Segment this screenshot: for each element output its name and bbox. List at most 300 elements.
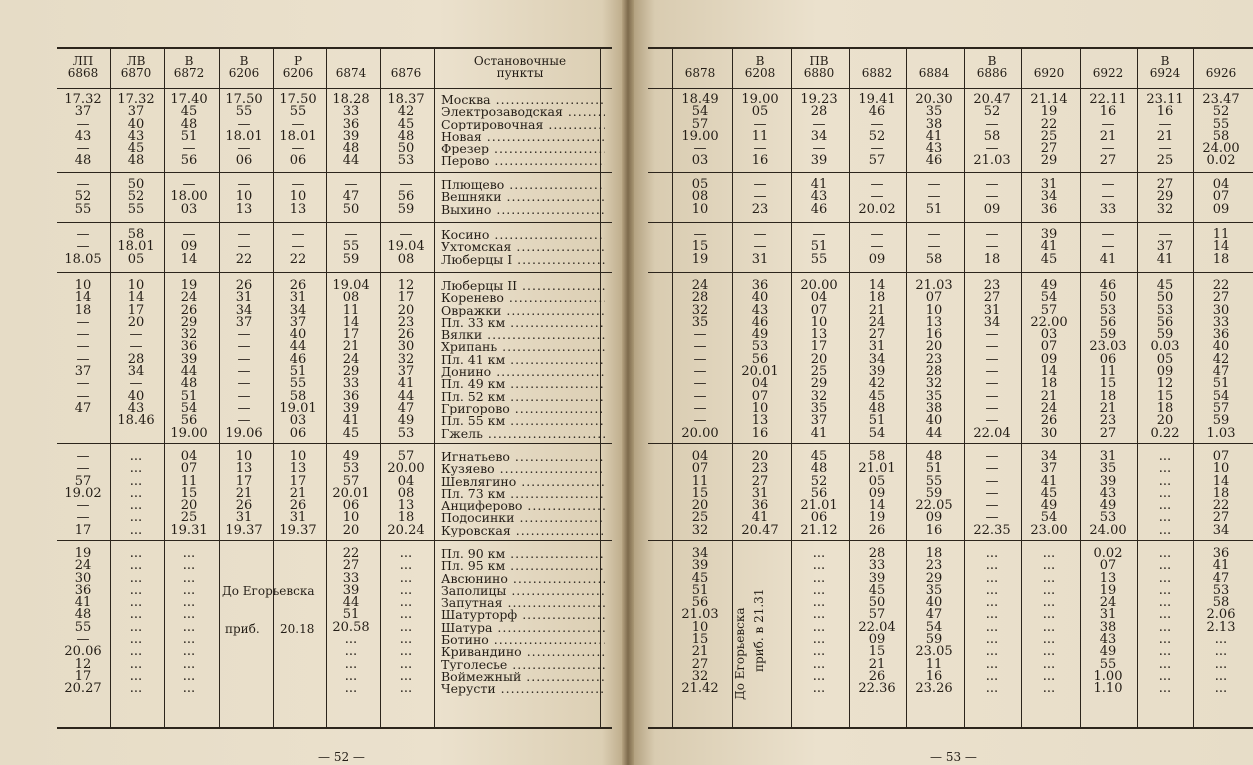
time-cell: —	[870, 177, 884, 192]
time-cell: 10	[235, 189, 253, 205]
time-cell: 21.01	[858, 461, 896, 477]
time-block	[674, 94, 726, 168]
time-cell: 56	[397, 189, 415, 205]
time-block	[110, 548, 162, 696]
time-block	[793, 229, 845, 266]
time-cell: ...	[399, 656, 413, 672]
time-cell: 25	[691, 510, 709, 526]
time-cell: 49	[342, 449, 360, 464]
stop-name: Фрезер .....	[441, 143, 605, 155]
time-cell: 20.00	[387, 461, 425, 477]
stop-name: Григорово .....	[441, 403, 605, 415]
time-cell: 23.47	[1202, 92, 1240, 107]
time-cell: 26	[289, 278, 307, 293]
time-cell: 20.01	[741, 364, 779, 380]
time-cell: 36	[751, 278, 769, 293]
time-block	[674, 280, 726, 440]
time-cell: 10	[925, 302, 943, 318]
time-cell: —	[753, 177, 767, 192]
time-cell: 18.49	[681, 92, 719, 107]
time-cell: 10	[127, 278, 145, 293]
time-cell: ...	[1042, 558, 1056, 574]
section-rule	[648, 172, 1253, 173]
time-cell: 09	[1156, 364, 1174, 380]
stop-name: Пл. 55 км .....	[441, 415, 605, 427]
time-cell: 52	[74, 189, 92, 205]
time-cell: 54	[180, 400, 198, 416]
time-cell: ...	[1042, 632, 1056, 648]
time-cell: 29	[1040, 153, 1058, 169]
time-cell: 07	[751, 388, 769, 404]
time-cell: ...	[129, 681, 143, 697]
time-cell: 24.00	[1089, 522, 1127, 538]
time-cell: —	[237, 177, 251, 192]
time-cell: 20	[810, 351, 828, 367]
time-cell: 58	[1212, 595, 1230, 611]
stop-name: Туголесье .....	[441, 659, 605, 671]
train-number: 6884	[918, 66, 950, 80]
time-cell: 41	[1040, 473, 1058, 489]
time-cell: 31	[235, 510, 253, 526]
time-cell: ...	[812, 607, 826, 623]
train-category: В	[987, 54, 997, 68]
time-cell: 54	[1212, 388, 1230, 404]
time-cell: 22.04	[858, 619, 896, 635]
time-cell: 19	[74, 546, 92, 561]
time-cell: 22	[1040, 116, 1058, 132]
time-cell: 18	[925, 546, 943, 561]
column-divider	[1021, 49, 1022, 727]
time-block	[1195, 179, 1247, 216]
time-cell: 51	[180, 128, 198, 144]
time-cell: 39	[342, 582, 360, 598]
time-cell: 26	[1040, 413, 1058, 429]
header-rule	[57, 88, 612, 89]
stops-header-text: Остановочные	[473, 54, 567, 68]
train-number: 6926	[1205, 66, 1237, 80]
time-block	[908, 451, 960, 537]
time-cell: 40	[925, 413, 943, 429]
time-block	[1139, 94, 1191, 168]
time-cell: 22.04	[973, 425, 1011, 441]
time-block	[110, 229, 162, 266]
time-cell: 48	[397, 128, 415, 144]
time-cell: ...	[129, 668, 143, 684]
time-cell: 32	[925, 376, 943, 392]
time-cell: 25	[1040, 128, 1058, 144]
time-cell: 03	[691, 153, 709, 169]
time-cell: 56	[180, 413, 198, 429]
time-cell: 34	[691, 546, 709, 561]
time-cell: 37	[289, 314, 307, 330]
time-cell: 32	[1156, 201, 1174, 217]
time-cell: —	[870, 239, 884, 255]
time-cell: 03	[1040, 327, 1058, 343]
time-block	[793, 94, 845, 168]
section-rule	[57, 172, 612, 173]
time-cell: 17.32	[117, 92, 155, 107]
time-cell: —	[693, 327, 707, 343]
book-gutter	[622, 0, 634, 765]
time-cell: 42	[397, 104, 415, 120]
time-cell: 14	[342, 314, 360, 330]
time-cell: 33	[342, 104, 360, 120]
time-cell: 36	[1040, 201, 1058, 217]
time-cell: 14	[127, 290, 145, 306]
time-block	[380, 94, 432, 168]
time-cell: ...	[1214, 656, 1228, 672]
time-block	[851, 280, 903, 440]
time-cell: 20.01	[332, 485, 370, 501]
time-cell: —	[985, 189, 999, 205]
time-cell: —	[237, 227, 251, 242]
time-cell: 34	[235, 302, 253, 318]
time-cell: 18	[1212, 485, 1230, 501]
column-divider	[791, 49, 792, 727]
time-cell: 55	[74, 619, 92, 635]
time-block	[674, 548, 726, 696]
time-cell: ...	[129, 619, 143, 635]
train-header	[57, 55, 109, 79]
time-cell: 10	[691, 201, 709, 217]
page-number: — 52 —	[318, 750, 365, 764]
time-cell: 09	[925, 510, 943, 526]
time-cell: 20	[127, 314, 145, 330]
time-cell: 29	[810, 376, 828, 392]
time-cell: ...	[812, 595, 826, 611]
time-cell: —	[76, 177, 90, 192]
time-cell: 50	[342, 201, 360, 217]
time-cell: 15	[868, 644, 886, 660]
time-cell: 17	[289, 473, 307, 489]
time-cell: 10	[751, 400, 769, 416]
time-cell: ...	[985, 681, 999, 697]
time-cell: ...	[182, 619, 196, 635]
time-cell: 21	[1040, 388, 1058, 404]
time-cell: 18	[983, 251, 1001, 267]
time-block	[325, 451, 377, 537]
time-cell: —	[985, 413, 999, 429]
time-cell: 36	[1212, 546, 1230, 561]
time-cell: 05	[751, 104, 769, 120]
time-cell: 56	[1156, 314, 1174, 330]
time-cell: 1.10	[1093, 681, 1123, 697]
stop-name: Перово .....	[441, 155, 605, 167]
time-cell: —	[870, 116, 884, 132]
time-block	[380, 280, 432, 440]
column-divider	[964, 49, 965, 727]
time-cell: ...	[812, 656, 826, 672]
time-cell: —	[291, 227, 305, 242]
time-cell: ...	[1042, 656, 1056, 672]
time-cell: 19.00	[170, 425, 208, 441]
time-cell: ...	[1158, 681, 1172, 697]
time-cell: 27	[1099, 425, 1117, 441]
time-cell: 56	[1099, 314, 1117, 330]
time-block	[966, 451, 1018, 537]
time-cell: 43	[751, 302, 769, 318]
time-cell: 09	[1212, 201, 1230, 217]
time-block	[1023, 451, 1075, 537]
time-cell: 44	[342, 153, 360, 169]
time-cell: ...	[1158, 461, 1172, 477]
time-cell: 34	[289, 302, 307, 318]
time-cell: 37	[235, 314, 253, 330]
time-cell: ...	[985, 619, 999, 635]
time-cell: 53	[1099, 302, 1117, 318]
time-cell: 45	[127, 141, 145, 157]
time-block	[1082, 280, 1134, 440]
time-block	[1023, 229, 1075, 266]
time-cell: 20	[1156, 413, 1174, 429]
stop-name: Сортировочная .....	[441, 119, 605, 131]
time-cell: ...	[129, 449, 143, 464]
time-cell: 37	[74, 104, 92, 120]
time-cell: 21.01	[800, 498, 838, 514]
time-cell: —	[985, 510, 999, 526]
time-cell: 16	[925, 668, 943, 684]
page-number: — 53 —	[930, 750, 977, 764]
stop-name: Москва .....	[441, 94, 605, 106]
stop-name: Куровская .....	[441, 525, 605, 537]
time-cell: 27	[1099, 153, 1117, 169]
time-cell: 56	[691, 595, 709, 611]
time-cell: 47	[925, 607, 943, 623]
time-cell: —	[76, 376, 90, 392]
time-block	[163, 94, 215, 168]
time-cell: 19.37	[225, 522, 263, 538]
time-cell: 22.11	[1089, 92, 1127, 107]
time-cell: 23	[751, 461, 769, 477]
time-block	[1082, 94, 1134, 168]
time-cell: 23	[925, 351, 943, 367]
time-cell: 04	[1212, 177, 1230, 192]
time-cell: 19.01	[279, 400, 317, 416]
time-cell: 30	[1212, 302, 1230, 318]
time-cell: ...	[985, 607, 999, 623]
time-cell: —	[129, 327, 143, 343]
time-cell: ...	[1042, 607, 1056, 623]
time-cell: 12	[397, 278, 415, 293]
time-cell: —	[1158, 116, 1172, 132]
time-cell: —	[753, 141, 767, 157]
time-cell: 34	[810, 128, 828, 144]
stop-name: Пл. 95 км .....	[441, 560, 605, 572]
time-cell: —	[693, 227, 707, 242]
time-cell: 0.02	[1206, 153, 1236, 169]
time-cell: 22	[342, 546, 360, 561]
time-cell: 40	[751, 290, 769, 306]
time-cell: 32	[180, 327, 198, 343]
time-cell: 38	[1099, 619, 1117, 635]
time-cell: 58	[289, 388, 307, 404]
train-header	[272, 55, 324, 79]
section-rule	[648, 272, 1253, 273]
time-cell: 21	[1099, 128, 1117, 144]
time-cell: 16	[925, 522, 943, 538]
time-cell: 2.06	[1206, 607, 1236, 623]
stop-name: Заполицы .....	[441, 585, 605, 597]
time-cell: 18	[1156, 400, 1174, 416]
time-cell: ...	[399, 570, 413, 586]
stop-name: Шевлягино .....	[441, 476, 605, 488]
time-cell: —	[237, 141, 251, 157]
stop-name: Кривандино .....	[441, 646, 605, 658]
time-cell: 04	[751, 376, 769, 392]
time-block	[966, 229, 1018, 266]
time-block	[734, 451, 786, 537]
time-cell: —	[76, 141, 90, 157]
time-cell: ...	[399, 607, 413, 623]
time-cell: —	[237, 327, 251, 343]
time-cell: 37	[74, 364, 92, 380]
time-cell: 22	[235, 251, 253, 267]
section-rule	[57, 272, 612, 273]
time-cell: —	[870, 189, 884, 205]
time-cell: ...	[1214, 644, 1228, 660]
time-cell: —	[237, 339, 251, 355]
time-cell: 46	[289, 351, 307, 367]
time-cell: ...	[129, 607, 143, 623]
time-cell: 31	[751, 251, 769, 267]
time-cell: 0.22	[1150, 425, 1180, 441]
train-header	[1195, 55, 1247, 79]
time-block	[1195, 229, 1247, 266]
stop-name: Кузяево .....	[441, 463, 605, 475]
time-cell: ...	[1042, 546, 1056, 561]
time-cell: ...	[985, 558, 999, 574]
time-block	[325, 548, 377, 696]
time-cell: —	[76, 461, 90, 477]
time-cell: 19.04	[387, 239, 425, 255]
column-divider	[434, 49, 435, 727]
stop-name: Шатурторф .....	[441, 609, 605, 621]
time-cell: —	[1101, 227, 1115, 242]
time-cell: 48	[127, 153, 145, 169]
time-cell: ...	[344, 681, 358, 697]
time-block	[272, 179, 324, 216]
time-cell: 49	[397, 413, 415, 429]
section-rule	[57, 540, 612, 541]
header-rule	[648, 88, 1253, 89]
train-number: 6880	[803, 66, 835, 80]
time-cell: 50	[127, 177, 145, 192]
time-cell: —	[812, 116, 826, 132]
time-cell: 32	[691, 522, 709, 538]
time-cell: 11	[925, 656, 943, 672]
time-block	[966, 94, 1018, 168]
time-cell: 26	[868, 668, 886, 684]
time-cell: —	[129, 339, 143, 355]
time-cell: ...	[1158, 570, 1172, 586]
time-block	[1082, 451, 1134, 537]
time-cell: 48	[925, 449, 943, 464]
time-block	[1139, 280, 1191, 440]
time-cell: 20	[397, 302, 415, 318]
time-cell: 22.35	[973, 522, 1011, 538]
time-block	[1082, 179, 1134, 216]
section-rule	[648, 222, 1253, 223]
time-cell: 21.14	[1030, 92, 1068, 107]
train-header	[851, 55, 903, 79]
time-cell: —	[753, 227, 767, 242]
time-cell: 0.03	[1150, 339, 1180, 355]
time-cell: 10	[691, 619, 709, 635]
train-category: ЛП	[72, 54, 94, 68]
time-cell: 58	[868, 449, 886, 464]
time-block	[908, 229, 960, 266]
time-cell: 07	[925, 290, 943, 306]
time-cell: 49	[1099, 644, 1117, 660]
time-cell: 51	[925, 461, 943, 477]
time-cell: 25	[180, 510, 198, 526]
time-block	[1195, 548, 1247, 696]
time-block	[1139, 548, 1191, 696]
time-cell: 59	[1212, 413, 1230, 429]
time-cell: —	[985, 141, 999, 157]
time-cell: 45	[691, 570, 709, 586]
time-cell: 49	[751, 327, 769, 343]
time-cell: 44	[289, 339, 307, 355]
time-cell: 20	[925, 339, 943, 355]
time-cell: ...	[129, 498, 143, 514]
time-cell: 39	[180, 351, 198, 367]
time-cell: ...	[1158, 632, 1172, 648]
time-block	[1082, 548, 1134, 696]
time-cell: —	[985, 376, 999, 392]
egoryevsk-note: До Егорьевска	[733, 607, 747, 700]
time-cell: ...	[399, 644, 413, 660]
time-cell: 56	[810, 485, 828, 501]
time-cell: 11	[1212, 227, 1230, 242]
time-cell: ...	[129, 558, 143, 574]
train-header	[325, 55, 377, 79]
table-bottom-rule	[648, 727, 1253, 729]
time-cell: 0.02	[1093, 546, 1123, 561]
time-cell: 28	[925, 364, 943, 380]
time-cell: 22.05	[915, 498, 953, 514]
stop-name: Пл. 73 км .....	[441, 488, 605, 500]
time-cell: —	[76, 339, 90, 355]
time-cell: 53	[342, 461, 360, 477]
time-block	[674, 451, 726, 537]
time-cell: 29	[180, 314, 198, 330]
time-cell: 04	[180, 449, 198, 464]
stop-name: Электрозаводская .....	[441, 106, 605, 118]
train-number: 6868	[67, 66, 99, 80]
time-cell: 32	[691, 302, 709, 318]
time-cell: 15	[691, 239, 709, 255]
time-cell: 18	[1040, 376, 1058, 392]
time-cell: 03	[180, 201, 198, 217]
time-cell: 06	[810, 510, 828, 526]
time-cell: —	[1101, 141, 1115, 157]
time-cell: 57	[74, 473, 92, 489]
stop-name: Пл. 90 км .....	[441, 548, 605, 560]
time-cell: 14	[1212, 239, 1230, 255]
time-cell: 50	[397, 141, 415, 157]
time-block	[1023, 548, 1075, 696]
time-cell: —	[985, 388, 999, 404]
time-cell: 48	[868, 400, 886, 416]
time-cell: 05	[691, 177, 709, 192]
stop-name: Игнатьево .....	[441, 451, 605, 463]
time-block	[908, 94, 960, 168]
time-cell: 29	[342, 364, 360, 380]
time-cell: ...	[1042, 668, 1056, 684]
time-cell: 48	[180, 116, 198, 132]
time-cell: 27	[983, 290, 1001, 306]
